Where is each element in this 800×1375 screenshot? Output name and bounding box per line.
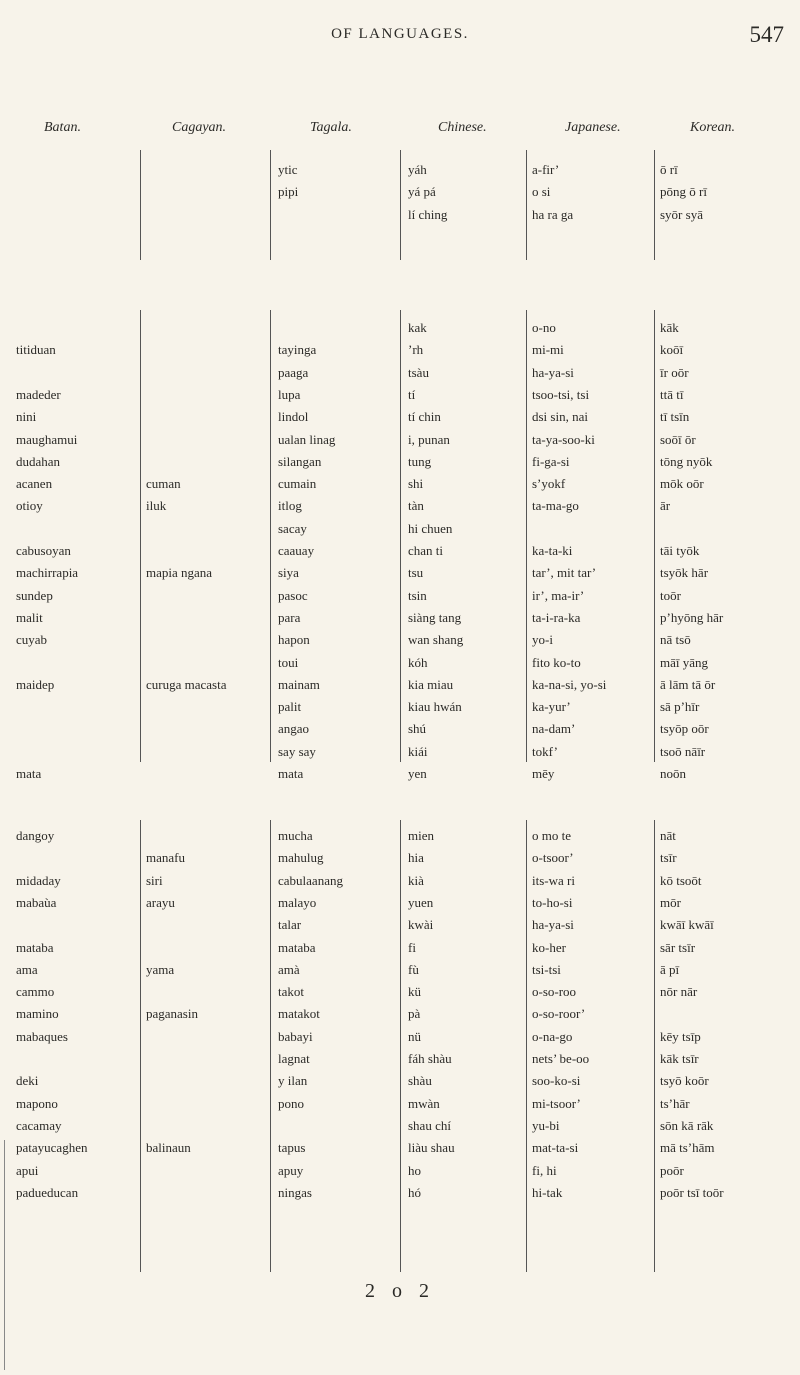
table-cell: cacamay [16, 1117, 62, 1133]
table-cell: pōng ō rī [660, 184, 707, 200]
table-cell: tsoō nāīr [660, 743, 706, 759]
table-cell: ka-yur’ [532, 699, 571, 715]
table-cell: tsyō koōr [660, 1073, 709, 1089]
table-cell: mamino [16, 1006, 59, 1022]
table-cell: o-so-roor’ [532, 1006, 586, 1022]
column-heading-korean: Korean. [690, 120, 735, 135]
table-cell: noōn [660, 766, 686, 781]
table-cell: hapon [278, 632, 310, 648]
table-cell: machirrapia [16, 565, 79, 581]
table-cell: ko-her [532, 939, 566, 955]
table-cell: arayu [146, 894, 175, 910]
table-cell: yama [146, 961, 175, 977]
table-cell: cumain [278, 476, 317, 492]
table-cell: nini [16, 409, 37, 425]
table-cell: sā p’hīr [660, 699, 700, 715]
running-head: OF LANGUAGES. [331, 26, 469, 42]
table-cell: mucha [278, 828, 313, 843]
table-cell: cuman [146, 476, 181, 492]
table-cell: malayo [278, 894, 317, 910]
table-cell: ta-ma-go [532, 498, 579, 514]
table-cell: tsyōk hār [660, 565, 709, 581]
table-cell: fi, hi [532, 1162, 557, 1178]
table-cell: koōī [660, 342, 684, 358]
table-row [0, 873, 800, 895]
table-cell: yo-i [532, 632, 553, 648]
table-cell: hó [408, 1184, 421, 1200]
table-cell: ā pī [660, 961, 680, 977]
table-cell: sacay [278, 520, 307, 536]
table-cell: siàng tang [408, 609, 462, 625]
table-cell: kia miau [408, 676, 454, 692]
table-cell: pono [278, 1095, 304, 1111]
table-row [0, 744, 800, 766]
table-cell: ’rh [408, 342, 424, 358]
table-cell: fito ko-to [532, 654, 581, 670]
table-cell: tí chin [408, 409, 441, 425]
table-row [0, 655, 800, 677]
table-cell: mabaùa [16, 894, 57, 910]
table-cell: tsyōp oōr [660, 721, 709, 737]
table-cell: its-wa ri [532, 872, 575, 888]
table-cell: tsu [408, 565, 424, 581]
table-cell: mainam [278, 676, 320, 692]
table-cell: caauay [278, 543, 315, 558]
table-cell: ka-na-si, yo-si [532, 676, 607, 692]
table-row [0, 476, 800, 498]
table-cell: maughamui [16, 431, 78, 447]
table-cell: kō tsoōt [660, 872, 702, 888]
table-cell: apui [16, 1162, 39, 1178]
table-cell: mat-ta-si [532, 1140, 579, 1156]
table-row [0, 498, 800, 520]
column-heading-japanese: Japanese. [565, 120, 621, 135]
table-cell: ō rī [660, 162, 678, 177]
table-cell: takot [278, 984, 304, 1000]
table-cell: māī yāng [660, 654, 709, 670]
table-cell: tsin [408, 587, 427, 603]
table-cell: ualan linag [278, 431, 336, 447]
table-cell: o-so-roo [532, 984, 577, 1000]
table-cell: to-ho-si [532, 894, 573, 910]
table-cell: cuyab [16, 632, 48, 648]
table-cell: tí [408, 386, 416, 402]
table-cell: ha ra ga [532, 206, 574, 222]
table-cell: cammo [16, 984, 55, 1000]
table-row [0, 917, 800, 939]
column-heading-chinese: Chinese. [438, 120, 487, 135]
table-cell: tsīr [660, 850, 677, 866]
table-cell: babayi [278, 1028, 313, 1044]
table-cell: madeder [16, 386, 61, 402]
table-cell: padueducan [16, 1184, 79, 1200]
page-header [0, 0, 800, 60]
table-cell: nāt [660, 828, 676, 843]
table-cell: shàu [408, 1073, 432, 1089]
table-cell: patayucaghen [16, 1140, 88, 1156]
table-row [0, 521, 800, 543]
table-row [0, 699, 800, 721]
table-cell: deki [16, 1073, 39, 1089]
table-row [0, 184, 800, 206]
table-cell: shau chí [408, 1117, 451, 1133]
table-cell: hi-tak [532, 1184, 563, 1200]
table-cell: talar [278, 917, 302, 933]
table-row [0, 543, 800, 565]
table-cell: liàu shau [408, 1140, 455, 1156]
table-cell: cabulaanang [278, 872, 343, 888]
table-cell: mā ts’hām [660, 1140, 715, 1156]
table-cell: sōn kā rāk [660, 1117, 714, 1133]
table-cell: malit [16, 609, 43, 625]
column-heading-batan: Batan. [44, 120, 81, 135]
table-row [0, 342, 800, 364]
table-cell: pasoc [278, 587, 308, 603]
table-cell: ta-ya-soo-ki [532, 431, 595, 447]
table-cell: say say [278, 743, 316, 759]
table-row [0, 1006, 800, 1028]
table-cell: fù [408, 961, 419, 977]
table-cell: toui [278, 654, 299, 670]
table-cell: ir’, ma-ir’ [532, 587, 585, 603]
table-row [0, 766, 800, 788]
table-cell: ho [408, 1162, 421, 1178]
table-cell: ttā tī [660, 386, 684, 402]
table-cell: iluk [146, 498, 167, 514]
table-cell: tsàu [408, 364, 429, 380]
table-cell: mōk oōr [660, 476, 704, 492]
table-cell: ka-ta-ki [532, 543, 573, 558]
table-cell: lí ching [408, 206, 448, 222]
table-cell: fáh shàu [408, 1051, 452, 1066]
table-cell: nā tsō [660, 632, 691, 648]
table-cell: ha-ya-si [532, 917, 574, 933]
table-cell: kóh [408, 654, 428, 670]
table-cell: kiau hwán [408, 699, 462, 715]
table-cell: wan shang [408, 632, 464, 648]
table-row [0, 1185, 800, 1207]
table-row [0, 454, 800, 476]
table-row [0, 588, 800, 610]
table-cell: lupa [278, 386, 301, 402]
table-cell: toōr [660, 587, 681, 603]
table-cell: mien [408, 828, 434, 843]
table-cell: na-dam’ [532, 721, 576, 737]
table-cell: sundep [16, 587, 53, 603]
table-cell: lagnat [278, 1051, 310, 1066]
table-cell: mataba [16, 939, 54, 955]
table-cell: manafu [146, 850, 185, 866]
table-cell: kwāī kwāī [660, 917, 714, 933]
table-row [0, 828, 800, 850]
margin-rule [4, 1140, 5, 1370]
table-row [0, 850, 800, 872]
table-cell: paaga [278, 364, 309, 380]
table-cell: amà [278, 961, 300, 977]
table-cell: kāk [660, 320, 679, 335]
table-row [0, 1118, 800, 1140]
table-row [0, 432, 800, 454]
table-cell: hi chuen [408, 520, 453, 536]
table-cell: siri [146, 872, 163, 888]
table-cell: kēy tsīp [660, 1028, 701, 1044]
table-cell: mi-mi [532, 342, 564, 358]
table-cell: tsoo-tsi, tsi [532, 386, 590, 402]
table-cell: yá pá [408, 184, 436, 200]
table-cell: fi [408, 939, 416, 955]
table-cell: ār [660, 498, 671, 514]
folio-signature: 2 o 2 [365, 1280, 435, 1302]
table-row [0, 610, 800, 632]
table-row [0, 1029, 800, 1051]
table-cell: tayinga [278, 342, 317, 358]
table-cell: o-na-go [532, 1028, 573, 1044]
table-cell: mapia ngana [146, 565, 213, 581]
table-cell: titiduan [16, 342, 56, 358]
table-cell: siya [278, 565, 299, 581]
table-cell: poōr [660, 1162, 684, 1178]
table-cell: tōng nyōk [660, 453, 713, 469]
table-cell: īr oōr [660, 364, 689, 380]
table-cell: dsi sin, nai [532, 409, 588, 425]
table-cell: mapono [16, 1095, 58, 1111]
table-cell: balinaun [146, 1140, 191, 1156]
table-cell: chan ti [408, 543, 444, 558]
table-cell: kwài [408, 917, 434, 933]
table-row [0, 1140, 800, 1162]
table-cell: yu-bi [532, 1117, 560, 1133]
table-cell: syōr syā [660, 206, 703, 222]
table-cell: paganasin [146, 1006, 198, 1022]
table-cell: matakot [278, 1006, 320, 1022]
table-cell: ā lām tā ōr [660, 676, 716, 692]
table-cell: nets’ be-oo [532, 1051, 590, 1066]
table-cell: tāi tyōk [660, 543, 700, 558]
table-cell: yáh [408, 162, 427, 177]
table-cell: silangan [278, 453, 322, 469]
table-cell: pipi [278, 184, 299, 200]
table-cell: tapus [278, 1140, 306, 1156]
table-cell: yen [408, 766, 427, 781]
table-cell: ama [16, 961, 38, 977]
table-cell: ha-ya-si [532, 364, 574, 380]
table-cell: mata [16, 766, 42, 781]
table-cell: ytic [278, 162, 298, 177]
table-cell: midaday [16, 872, 61, 888]
table-row [0, 721, 800, 743]
table-cell: tokf’ [532, 743, 558, 759]
table-cell: nōr nār [660, 984, 698, 1000]
table-cell: o si [532, 184, 551, 200]
table-cell: nü [408, 1028, 421, 1044]
table-cell: s’yokf [532, 476, 566, 492]
table-cell: yuen [408, 894, 434, 910]
table-cell: mata [278, 766, 304, 781]
table-cell: hia [408, 850, 424, 866]
table-cell: tar’, mit tar’ [532, 565, 597, 581]
table-cell: shú [408, 721, 427, 737]
page-number: 547 [749, 22, 784, 47]
table-cell: kak [408, 320, 427, 335]
table-cell: poōr tsī toōr [660, 1184, 724, 1200]
table-cell: y ilan [278, 1073, 308, 1089]
table-row [0, 632, 800, 654]
table-cell: tsi-tsi [532, 961, 561, 977]
table-cell: maidep [16, 676, 55, 692]
table-row [0, 1051, 800, 1073]
table-cell: o mo te [532, 828, 571, 843]
table-cell: kià [408, 872, 424, 888]
table-row [0, 677, 800, 699]
table-row [0, 387, 800, 409]
table-cell: p’hyōng hār [660, 609, 724, 625]
table-cell: mahulug [278, 850, 324, 866]
table-cell: mōr [660, 894, 681, 910]
table-cell: ningas [278, 1184, 312, 1200]
column-heading-cagayan: Cagayan. [172, 120, 227, 135]
table-cell: pà [408, 1006, 421, 1022]
table-row [0, 565, 800, 587]
table-row [0, 365, 800, 387]
table-cell: mi-tsoor’ [532, 1095, 581, 1111]
table-cell: tī tsīn [660, 409, 690, 425]
table-cell: i, punan [408, 431, 450, 447]
table-cell: angao [278, 721, 310, 737]
table-cell: lindol [278, 409, 309, 425]
table-cell: mēy [532, 766, 555, 781]
table-cell: mabaques [16, 1028, 68, 1044]
table-cell: a-fir’ [532, 162, 560, 177]
table-cell: palit [278, 699, 302, 715]
table-cell: tung [408, 453, 432, 469]
table-cell: acanen [16, 476, 53, 492]
table-row [0, 207, 800, 229]
table-cell: kiái [408, 743, 428, 759]
table-row [0, 940, 800, 962]
table-cell: ta-i-ra-ka [532, 609, 581, 625]
table-row [0, 1073, 800, 1095]
table-cell: kāk tsīr [660, 1051, 699, 1066]
table-row [0, 984, 800, 1006]
table-cell: ts’hār [660, 1095, 690, 1111]
table-cell: soōī ōr [660, 431, 696, 447]
table-cell: mataba [278, 939, 316, 955]
table-cell: dangoy [16, 828, 55, 843]
table-cell: itlog [278, 498, 302, 514]
table-cell: tàn [408, 498, 424, 514]
table-cell: shi [408, 476, 424, 492]
table-cell: o-tsoor’ [532, 850, 574, 866]
table-row [0, 895, 800, 917]
table-row [0, 1163, 800, 1185]
table-cell: fi-ga-si [532, 453, 570, 469]
column-heading-tagala: Tagala. [310, 120, 352, 135]
table-cell: kü [408, 984, 421, 1000]
table-cell: dudahan [16, 453, 61, 469]
table-cell: soo-ko-si [532, 1073, 581, 1089]
table-cell: curuga macasta [146, 676, 227, 692]
table-cell: apuy [278, 1162, 304, 1178]
table-cell: mwàn [408, 1095, 440, 1111]
table-row [0, 162, 800, 184]
table-cell: para [278, 609, 301, 625]
table-cell: o-no [532, 320, 556, 335]
table-row [0, 320, 800, 342]
table-cell: otioy [16, 498, 43, 514]
table-row [0, 1096, 800, 1118]
table-row [0, 962, 800, 984]
table-cell: cabusoyan [16, 543, 71, 558]
table-row [0, 409, 800, 431]
table-cell: sār tsīr [660, 939, 696, 955]
